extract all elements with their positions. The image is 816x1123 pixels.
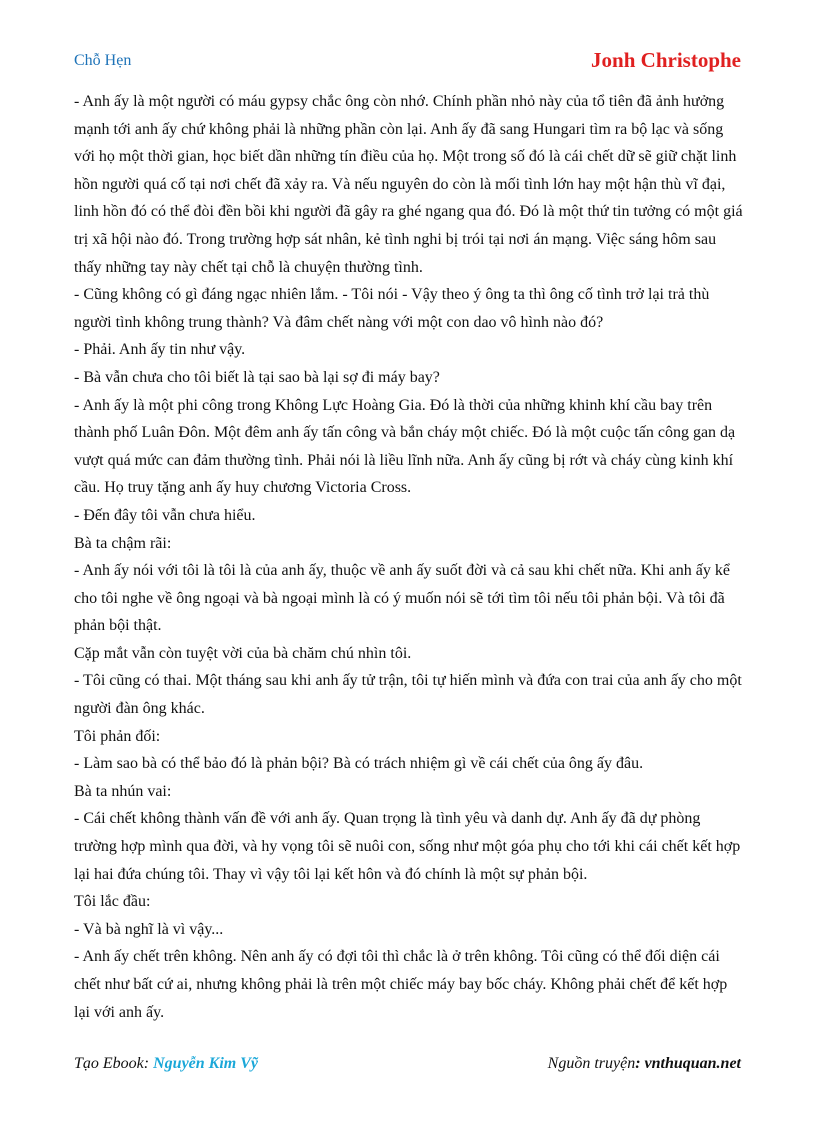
footer-ebook-label: Tạo Ebook — [74, 1055, 144, 1072]
paragraph: - Và bà nghĩ là vì vậy... — [74, 920, 224, 938]
paragraph: Bà ta nhún vai: — [74, 782, 172, 800]
footer-separator: : — [143, 1055, 154, 1072]
paragraph: Tôi phản đối: — [74, 727, 161, 745]
header-author: Jonh Christophe — [591, 48, 741, 72]
paragraph: - Anh ấy là một người có máu gypsy chắc ông còn nhớ. Chính phần nhỏ này của tổ tiên đã ảnh hưởng mạnh tới anh ấy chứ không phải là những phần còn lại. Anh ấy đã sang Hungari tìm ra bộ lạc và sống với họ một thời gian, học biết dần những tín điều của họ. Một trong số đó là cái chết dữ sẽ giữ chặt linh hồn người quá cố tại nơi chết đã xảy ra. Và nếu nguyên do còn là mối tình lớn hay một hận thù vĩ đại, linh hồn đó có thể đòi đền bồi khi người đã gây ra ghé ngang qua đó. Đó là một thứ tin tưởng có một giá trị xã hội nào đó. Trong trường hợp sát nhân, kẻ tình nghi bị trói tại nơi án mạng. Việc sáng hôm sau thấy những tay này chết tại chỗ là chuyện thường tình. — [74, 93, 743, 276]
paragraph: - Cái chết không thành vấn đề với anh ấy. Quan trọng là tình yêu và danh dự. Anh ấy đã dự phòng trường hợp mình qua đời, và hy vọng tôi sẽ nuôi con, sống như một góa phụ cho tới khi cái chết kết hợp lại hai đứa chúng tôi. Thay vì vậy tôi lại kết hôn và đó chính là một sự phản bội. — [74, 810, 741, 883]
footer-ebook-credit — [74, 1055, 258, 1073]
story-text — [74, 88, 746, 1026]
paragraph: - Anh ấy là một phi công trong Không Lực Hoàng Gia. Đó là thời của những khinh khí cầu bay trên thành phố Luân Đôn. Một đêm anh ấy tấn công và bắn cháy một chiếc. Đó là một cuộc tấn công gan dạ vượt quá mức can đảm thường tình. Phải nói là liều lĩnh nữa. Anh ấy cũng bị rớt và cháy cùng kinh khí cầu. Họ truy tặng anh ấy huy chương Victoria Cross. — [74, 396, 736, 497]
paragraph: Bà ta chậm rãi: — [74, 534, 172, 552]
paragraph: - Cũng không có gì đáng ngạc nhiên lắm. - Tôi nói - Vậy theo ý ông ta thì ông cố tình trở lại trả thù người tình không trung thành? Và đâm chết nàng với một con dao vô hình nào đó? — [74, 286, 710, 331]
paragraph: - Phải. Anh ấy tin như vậy. — [74, 341, 246, 359]
footer-source — [548, 1055, 741, 1073]
footer-ebook-name: Nguyễn Kim Vỹ — [153, 1055, 258, 1072]
footer-source-label: Nguồn truyện — [547, 1055, 636, 1072]
paragraph: Cặp mắt vẫn còn tuyệt vời của bà chăm chú nhìn tôi. — [74, 644, 412, 662]
footer-separator: : — [635, 1055, 645, 1072]
paragraph: - Làm sao bà có thể bảo đó là phản bội? Bà có trách nhiệm gì về cái chết của ông ấy đâu. — [74, 755, 644, 773]
footer-source-site: vnthuquan.net — [644, 1055, 741, 1072]
paragraph: - Đến đây tôi vẫn chưa hiểu. — [74, 506, 256, 524]
paragraph: - Anh ấy chết trên không. Nên anh ấy có đợi tôi thì chắc là ở trên không. Tôi cũng có thể đối diện cái chết như bất cứ ai, nhưng không phải là trên một chiếc máy bay bốc cháy. Không phải chết để kết hợp lại với anh ấy. — [74, 948, 728, 1021]
paragraph: - Tôi cũng có thai. Một tháng sau khi anh ấy tử trận, tôi tự hiến mình và đứa con trai của anh ấy cho một người đàn ông khác. — [74, 672, 742, 718]
paragraph: - Bà vẫn chưa cho tôi biết là tại sao bà lại sợ đi máy bay? — [74, 368, 440, 386]
paragraph: - Anh ấy nói với tôi là tôi là của anh ấy, thuộc về anh ấy suốt đời và cả sau khi chết nữa. Khi anh ấy kể cho tôi nghe về ông ngoại và bà ngoại mình là có ý muốn nói sẽ tới tìm tôi nếu tôi phản bội. Và tôi đã phản bội thật. — [74, 562, 730, 635]
header-book-title: Chỗ Hẹn — [74, 52, 132, 69]
paragraph: Tôi lắc đầu: — [74, 893, 151, 911]
